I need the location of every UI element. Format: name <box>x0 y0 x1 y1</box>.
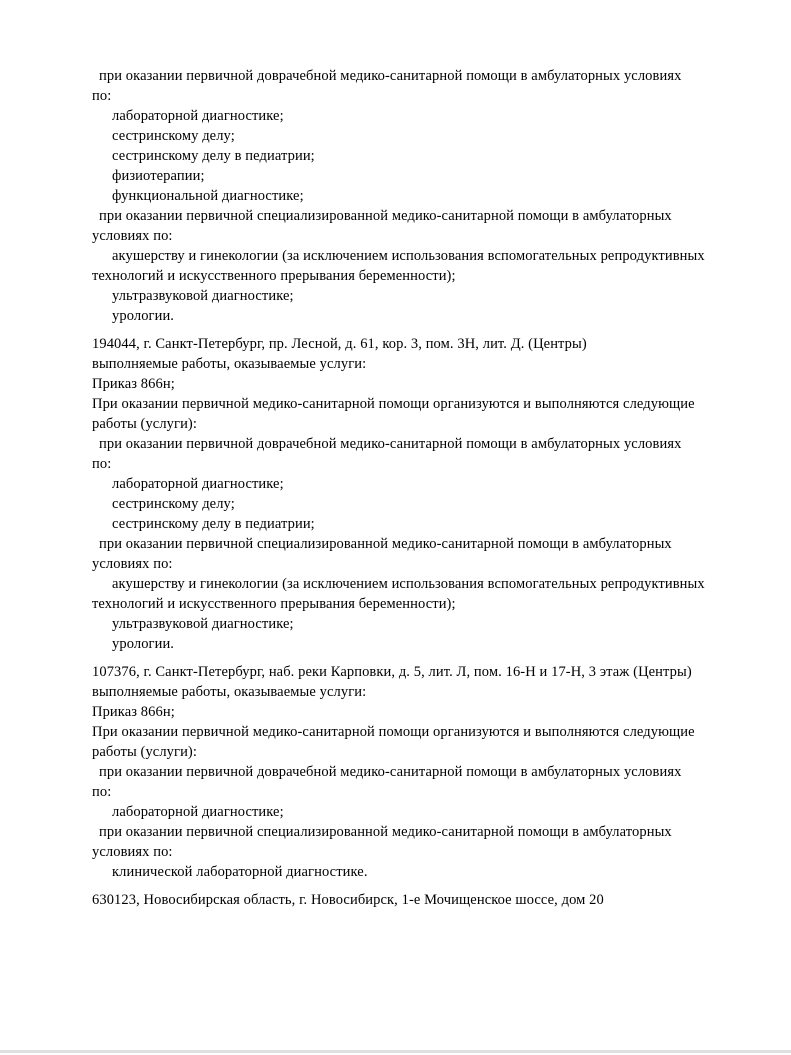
text-line: Приказ 866н; <box>92 704 175 720</box>
text-line: при оказании первичной специализированной медико-санитарной помощи в амбулаторных <box>99 824 672 840</box>
text-line: условиях по: <box>92 844 173 860</box>
text-line: условиях по: <box>92 228 173 244</box>
text-line: сестринскому делу; <box>112 128 235 144</box>
text-line: лабораторной диагностике; <box>112 476 284 492</box>
text-line: акушерству и гинекологии (за исключением использования вспомогательных репродуктивных <box>112 248 705 264</box>
text-line: условиях по: <box>92 556 173 572</box>
address-block-194044 <box>92 334 752 654</box>
text-line: акушерству и гинекологии (за исключением использования вспомогательных репродуктивных <box>112 576 705 592</box>
text-line: по: <box>92 456 112 472</box>
text-line: технологий и искусственного прерывания беременности); <box>92 596 456 612</box>
text-line: при оказании первичной доврачебной медико-санитарной помощи в амбулаторных условиях <box>99 436 682 452</box>
text-line: ультразвуковой диагностике; <box>112 616 294 632</box>
bottom-divider <box>0 1050 791 1053</box>
text-line: 630123, Новосибирская область, г. Новосибирск, 1-е Мочищенское шоссе, дом 20 <box>92 892 604 908</box>
text-line: клинической лабораторной диагностике. <box>112 864 368 880</box>
text-line: урологии. <box>112 636 175 652</box>
text-line: по: <box>92 88 112 104</box>
text-line: при оказании первичной доврачебной медико-санитарной помощи в амбулаторных условиях <box>99 764 682 780</box>
text-line: при оказании первичной доврачебной медико-санитарной помощи в амбулаторных условиях <box>99 68 682 84</box>
text-line: работы (услуги): <box>92 744 197 760</box>
text-line: технологий и искусственного прерывания беременности); <box>92 268 456 284</box>
text-line: функциональной диагностике; <box>112 188 304 204</box>
text-line: физиотерапии; <box>112 168 205 184</box>
text-line: при оказании первичной специализированной медико-санитарной помощи в амбулаторных <box>99 208 672 224</box>
text-line: сестринскому делу в педиатрии; <box>112 148 315 164</box>
text-line: ультразвуковой диагностике; <box>112 288 294 304</box>
address-block-630123 <box>92 890 752 910</box>
text-line: лабораторной диагностике; <box>112 108 284 124</box>
text-line: сестринскому делу в педиатрии; <box>112 516 315 532</box>
text-line: сестринскому делу; <box>112 496 235 512</box>
license-works-document <box>92 66 752 910</box>
text-line: выполняемые работы, оказываемые услуги: <box>92 684 367 700</box>
text-line: Приказ 866н; <box>92 376 175 392</box>
text-line: выполняемые работы, оказываемые услуги: <box>92 356 367 372</box>
text-line: при оказании первичной специализированной медико-санитарной помощи в амбулаторных <box>99 536 672 552</box>
text-line: 107376, г. Санкт-Петербург, наб. реки Карповки, д. 5, лит. Л, пом. 16-Н и 17-Н, 3 этаж (Центры) <box>92 664 692 680</box>
text-line: по: <box>92 784 112 800</box>
address-block-107376 <box>92 662 752 882</box>
works-list-continuation <box>92 66 752 326</box>
text-line: 194044, г. Санкт-Петербург, пр. Лесной, д. 61, кор. 3, пом. 3Н, лит. Д. (Центры) <box>92 336 587 352</box>
text-line: При оказании первичной медико-санитарной помощи организуются и выполняются следующие <box>92 724 695 740</box>
text-line: работы (услуги): <box>92 416 197 432</box>
text-line: лабораторной диагностике; <box>112 804 284 820</box>
text-line: урологии. <box>112 308 175 324</box>
text-line: При оказании первичной медико-санитарной помощи организуются и выполняются следующие <box>92 396 695 412</box>
